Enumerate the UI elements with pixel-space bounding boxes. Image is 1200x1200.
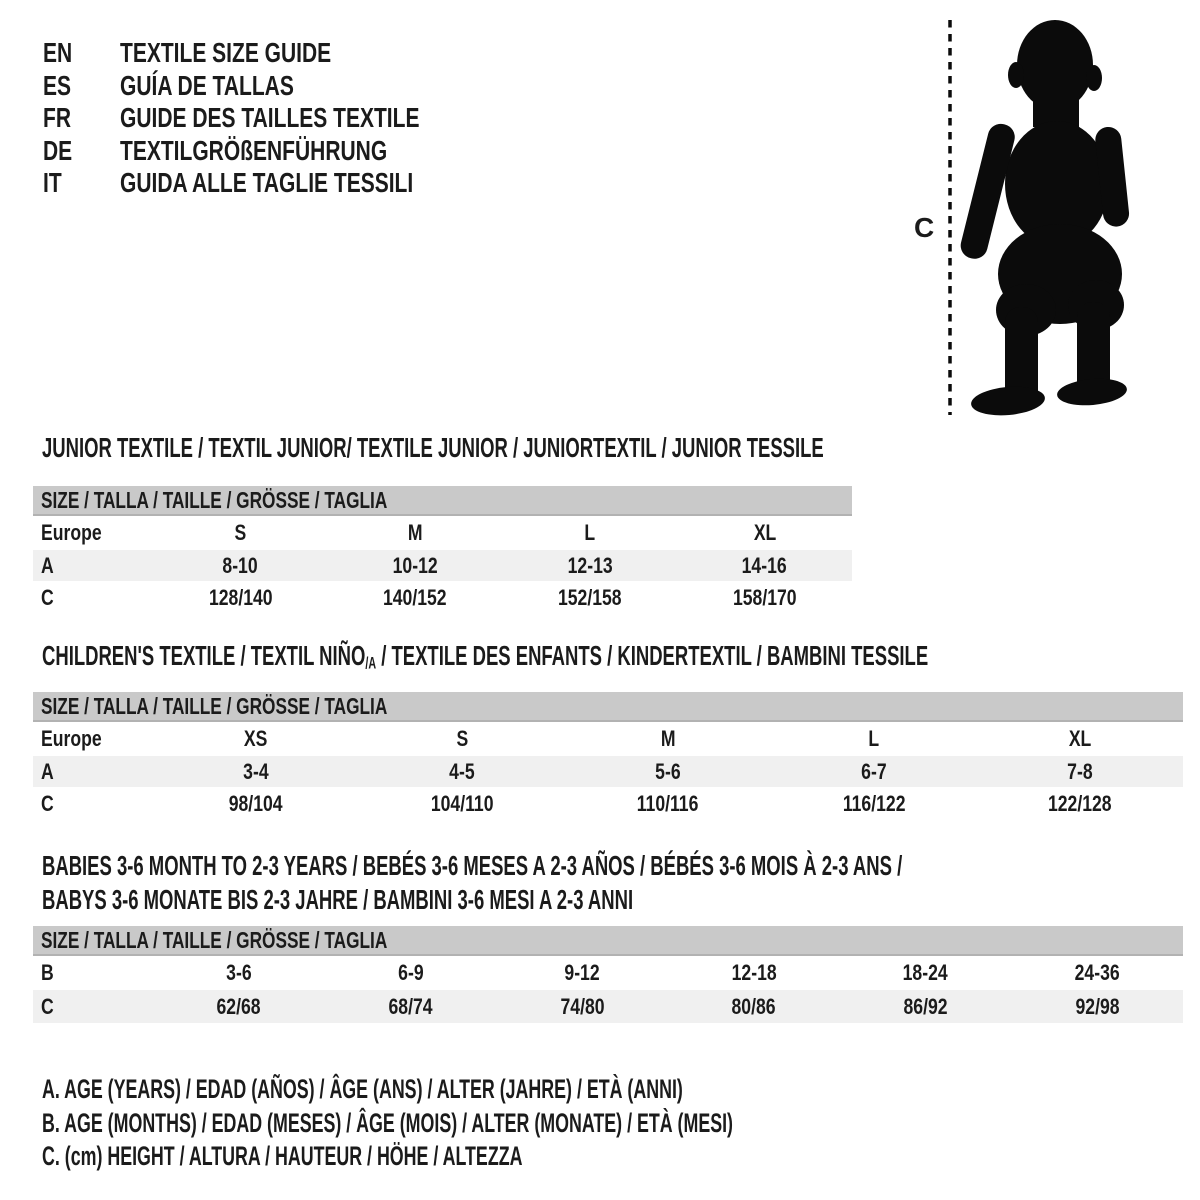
age-cell: 4-5: [449, 758, 475, 784]
size-header-bar: [33, 692, 1183, 722]
height-cell: 92/98: [1075, 993, 1120, 1019]
size-cell: M: [407, 520, 423, 545]
table-row-height: [33, 581, 852, 615]
size-header-bar: [33, 486, 852, 516]
row-label: Europe: [41, 520, 102, 545]
children-title-subscript: /A: [365, 654, 377, 673]
toddler-silhouette: [958, 20, 1130, 418]
language-title: TEXTILE SIZE GUIDE: [120, 37, 332, 68]
size-cell: XL: [1068, 726, 1092, 751]
babies-title-line2: BABYS 3-6 MONATE BIS 2-3 JAHRE / BAMBINI 3-6 MESI A 2-3 ANNI: [42, 883, 634, 915]
size-cell: M: [660, 726, 676, 751]
age-cell: 8-10: [222, 552, 258, 578]
language-code: DE: [43, 134, 73, 166]
height-cell: 104/110: [430, 790, 494, 816]
row-label: C: [41, 790, 54, 816]
table-row-age: [33, 550, 852, 581]
row-label: C: [41, 993, 54, 1019]
age-cell: 10-12: [392, 552, 438, 578]
footnotes: [42, 1073, 1089, 1174]
height-cell: 152/158: [558, 585, 622, 610]
height-cell: 140/152: [383, 585, 447, 610]
months-cell: 12-18: [731, 960, 777, 985]
months-cell: 24-36: [1074, 960, 1120, 985]
babies-section-title: [42, 849, 1200, 916]
children-title-text: [42, 639, 928, 681]
language-code: FR: [43, 102, 71, 133]
language-title: TEXTILGRÖßENFÜHRUNG: [120, 134, 388, 166]
language-title: GUIDA ALLE TAGLIE TESSILI: [120, 167, 414, 198]
height-cell: 128/140: [208, 585, 273, 610]
age-cell: 12-13: [567, 552, 613, 578]
height-cell: 110/116: [637, 790, 699, 816]
toddler-silhouette-figure: [905, 12, 1150, 422]
months-cell: 18-24: [902, 960, 948, 985]
language-code: ES: [43, 69, 72, 101]
junior-title-text: JUNIOR TEXTILE / TEXTIL JUNIOR/ TEXTILE JUNIOR / JUNIORTEXTIL / JUNIOR TESSILE: [42, 432, 824, 463]
language-row: [43, 37, 519, 70]
table-row-height: [33, 787, 1183, 820]
table-row-age: [33, 756, 1183, 787]
months-cell: 6-9: [397, 960, 424, 985]
table-row-height: [33, 990, 1183, 1023]
table-row-europe: [33, 516, 852, 550]
size-cell: S: [456, 726, 468, 751]
language-code: EN: [43, 37, 73, 68]
footnote-a: A. AGE (YEARS) / EDAD (AÑOS) / ÂGE (ANS) / ALTER (JAHRE) / ETÀ (ANNI): [42, 1074, 683, 1104]
size-cell: S: [234, 520, 247, 545]
height-cell: 80/86: [731, 993, 776, 1019]
language-title: GUÍA DE TALLAS: [120, 69, 294, 101]
children-title-part2: / TEXTILE DES ENFANTS / KINDERTEXTIL / BAMBINI TESSILE: [376, 640, 929, 671]
age-cell: 6-7: [861, 758, 887, 784]
age-cell: 3-4: [243, 758, 269, 784]
table-row-europe: [33, 722, 1183, 756]
footnote-c: C. (cm) HEIGHT / ALTURA / HAUTEUR / HÖHE / ALTEZZA: [42, 1141, 523, 1171]
size-cell: XS: [244, 726, 268, 751]
row-label: A: [41, 758, 54, 784]
months-cell: 3-6: [226, 960, 252, 985]
height-cell: 98/104: [229, 790, 283, 816]
size-cell: L: [584, 520, 596, 545]
language-row: [43, 102, 519, 135]
size-cell: L: [868, 726, 880, 751]
months-cell: 9-12: [564, 960, 600, 985]
table-row-months: [33, 956, 1183, 990]
junior-size-table: [33, 486, 852, 615]
babies-title-line1: BABIES 3-6 MONTH TO 2-3 YEARS / BEBÉS 3-6 MESES A 2-3 AÑOS / BÉBÉS 3-6 MOIS À 2-3 ANS /: [42, 850, 903, 881]
size-header-text: SIZE / TALLA / TAILLE / GRÖSSE / TAGLIA: [41, 486, 388, 513]
language-row: [43, 135, 519, 168]
age-cell: 5-6: [655, 758, 681, 784]
language-code: IT: [43, 167, 62, 198]
row-label: C: [41, 585, 54, 610]
age-cell: 14-16: [742, 552, 788, 578]
height-cell: 86/92: [903, 993, 948, 1019]
height-cell: 74/80: [560, 993, 605, 1019]
children-section-title: [42, 639, 1200, 681]
height-cell: 62/68: [216, 993, 261, 1019]
children-size-table: [33, 692, 1183, 820]
size-header-text: SIZE / TALLA / TAILLE / GRÖSSE / TAGLIA: [41, 692, 388, 719]
height-cell: 116/122: [842, 790, 906, 816]
children-title-part1: CHILDREN'S TEXTILE / TEXTIL NIÑO: [42, 640, 366, 671]
junior-section-title: [42, 431, 1200, 465]
row-label: B: [41, 960, 54, 985]
height-cell: 122/128: [1048, 790, 1112, 816]
row-label: A: [41, 552, 54, 578]
height-cell: 68/74: [388, 993, 433, 1019]
age-cell: 7-8: [1067, 758, 1093, 784]
language-title-list: [43, 37, 519, 200]
size-header-text: SIZE / TALLA / TAILLE / GRÖSSE / TAGLIA: [41, 926, 388, 953]
size-header-bar: [33, 926, 1183, 956]
babies-size-table: [33, 926, 1183, 1023]
size-cell: XL: [753, 520, 776, 545]
language-title: GUIDE DES TAILLES TEXTILE: [120, 102, 420, 133]
height-cell: 158/170: [732, 585, 797, 610]
footnote-b: B. AGE (MONTHS) / EDAD (MESES) / ÂGE (MOIS) / ALTER (MONATE) / ETÀ (MESI): [42, 1107, 733, 1138]
language-row: [43, 70, 519, 103]
language-row: [43, 167, 519, 200]
height-measure-label: C: [914, 212, 935, 243]
row-label: Europe: [41, 726, 102, 751]
